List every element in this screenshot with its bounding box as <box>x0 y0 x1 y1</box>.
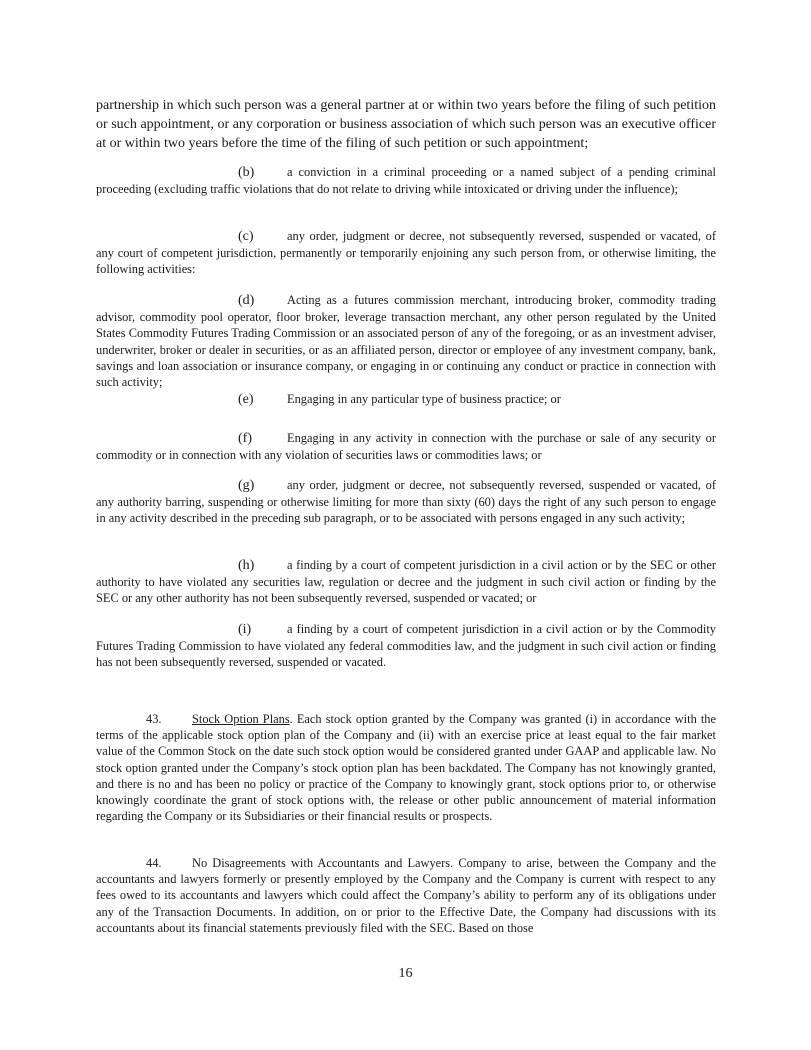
sub-item-text: any order, judgment or decree, not subsequently reversed, suspended or vacated, of any authority barring, suspending or otherwise limiting for more than sixty (60) days the right of any such person to engage in any activity described in the preceding sub paragraph, or to be associated with persons engaged in any such activity; <box>96 478 716 526</box>
sub-item-i <box>96 621 716 671</box>
section-text: Company to arise, between the Company and the accountants and lawyers formerly or presently employed by the Company and the Company is current with respect to any fees owed to its accountants and lawyers which could affect the Company’s ability to perform any of its obligations under any of the Transaction Documents. In addition, on or prior to the Effective Date, the Company had discussions with its accountants about its financial statements previously filed with the SEC. Based on those <box>96 856 717 935</box>
sub-item-text: Acting as a futures commission merchant, introducing broker, commodity trading advisor, commodity pool operator, floor broker, leverage transaction merchant, any other person regulated by the United States Commodity Futures Trading Commission or an associated person of any of the foregoing, or as an investment adviser, underwriter, broker or dealer in securities, or as an affiliated person, director or employee of any investment company, bank, savings and loan association or insurance company, or engaging in or continuing any conduct or practice in connection with such activity; <box>96 293 716 390</box>
sub-item-f <box>96 430 716 463</box>
section-heading-suffix: . <box>450 856 454 870</box>
sub-item-text: Engaging in any activity in connection with the purchase or sale of any security or commodity or in connection with any violation of securities laws or commodities laws; or <box>96 431 716 463</box>
sub-item-b <box>96 164 716 197</box>
sub-item-text: a finding by a court of competent jurisdiction in a civil action or by the SEC or other authority to have violated any securities law, regulation or decree and the judgment in such civil action or finding by the SEC or any other authority has not been subsequently reversed, suspended or vacated; or <box>96 558 716 606</box>
sub-item-text: a conviction in a criminal proceeding or a named subject of a pending criminal proceeding (excluding traffic violations that do not relate to driving while intoxicated or driving under the influence); <box>96 165 716 197</box>
sub-item-label: (b) <box>238 165 255 180</box>
sub-item-label: (c) <box>238 229 254 244</box>
sub-item-d <box>96 292 716 390</box>
section-heading-suffix: . <box>289 712 293 726</box>
sub-item-text: Engaging in any particular type of business practice; or <box>287 392 561 406</box>
section-number: 43. <box>146 712 162 726</box>
sub-item-e <box>96 391 716 408</box>
sub-item-h <box>96 557 716 607</box>
sub-item-label: (i) <box>238 622 252 637</box>
page-number: 16 <box>398 966 413 981</box>
section-44 <box>96 855 716 936</box>
section-text: Each stock option granted by the Company was granted (i) in accordance with the terms of the applicable stock option plan of the Company and (ii) with an exercise price at least equal to the fair market value of the Common Stock on the date such stock option would be considered granted under GAAP and applicable law. No stock option granted under the Company’s stock option plan has been backdated. The Company has not knowingly granted, and there is no and has been no policy or practice of the Company to knowingly grant, stock options prior to, or otherwise knowingly coordinate the grant of stock options with, the release or other public announcement of material information regarding the Company or its Subsidiaries or their financial results or prospects. <box>96 712 716 824</box>
sub-item-text: any order, judgment or decree, not subsequently reversed, suspended or vacated, of any court of competent jurisdiction, permanently or temporarily enjoining any such person from, or otherwise limiting, the following activities: <box>96 229 716 277</box>
section-heading: No Disagreements with Accountants and Lawyers <box>192 856 451 870</box>
sub-item-label: (h) <box>238 558 255 573</box>
section-heading: Stock Option Plans <box>192 712 290 726</box>
sub-item-label: (e) <box>238 392 254 407</box>
sub-item-g <box>96 477 716 527</box>
section-43 <box>96 711 716 824</box>
section-number: 44. <box>146 856 162 870</box>
continuation-paragraph: partnership in which such person was a general partner at or within two years before the filing of such petition or such appointment, or any corporation or business association of which such person was an executive officer at or within two years before the time of the filing of such petition or such appointment; <box>96 98 716 151</box>
sub-item-text: a finding by a court of competent jurisdiction in a civil action or by the Commodity Futures Trading Commission to have violated any federal commodities law, and the judgment in such civil action or finding has not been subsequently reversed, suspended or vacated. <box>96 622 716 670</box>
sub-item-label: (f) <box>238 431 252 446</box>
sub-item-label: (g) <box>238 478 255 493</box>
sub-item-c <box>96 228 716 278</box>
sub-item-label: (d) <box>238 293 255 308</box>
